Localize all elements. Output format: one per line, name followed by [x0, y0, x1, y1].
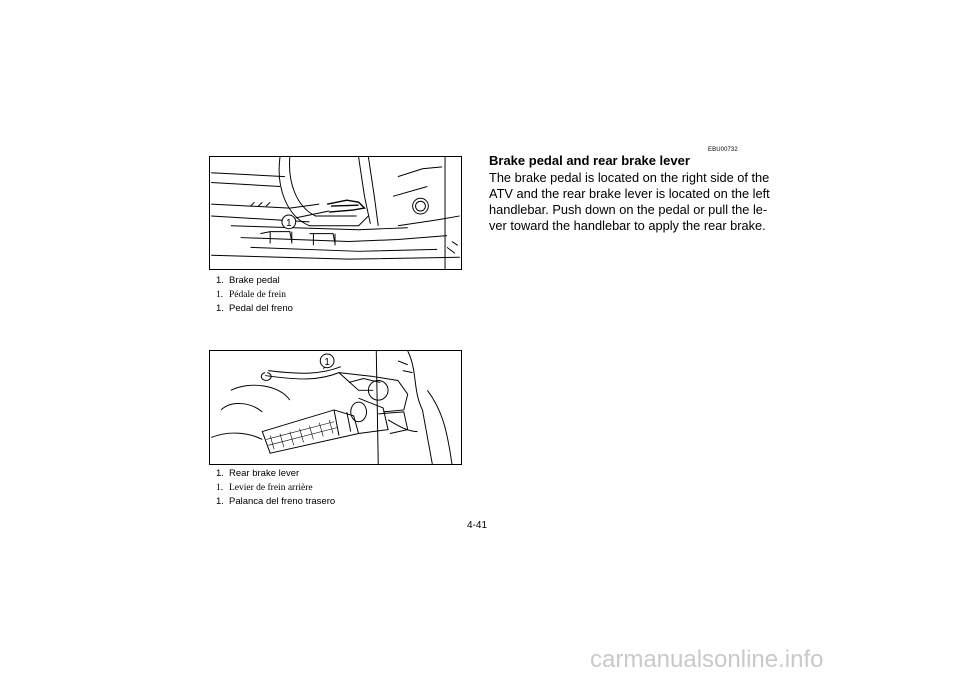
body-line: ATV and the rear brake lever is located on the left	[489, 186, 770, 201]
callout-number-1: 1	[324, 356, 330, 368]
section-code: EBU00732	[708, 147, 738, 153]
brake-pedal-caption	[216, 274, 293, 316]
brake-pedal-illustration	[210, 157, 461, 269]
rear-brake-lever-figure	[209, 350, 462, 465]
caption-french: 1. Levier de frein arrière	[216, 483, 313, 493]
section-heading: Brake pedal and rear brake lever	[489, 153, 690, 168]
body-line: The brake pedal is located on the right side of the	[489, 170, 770, 185]
caption-english: 1. Brake pedal	[216, 275, 280, 286]
rear-brake-lever-caption	[216, 467, 335, 509]
section-body	[489, 170, 770, 234]
caption-spanish: 1. Palanca del freno trasero	[216, 496, 336, 507]
rear-brake-lever-illustration	[210, 351, 461, 464]
page-number: 4-41	[467, 520, 488, 531]
body-line: ver toward the handlebar to apply the rear brake.	[489, 218, 766, 233]
brake-pedal-figure	[209, 156, 462, 270]
watermark: carmanualsonline.info	[590, 646, 824, 673]
caption-french: 1. Pédale de frein	[216, 290, 286, 300]
caption-spanish: 1. Pedal del freno	[216, 303, 293, 314]
callout-number-1: 1	[286, 217, 292, 229]
caption-english: 1. Rear brake lever	[216, 468, 300, 479]
body-line: handlebar. Push down on the pedal or pull the le-	[489, 202, 768, 217]
